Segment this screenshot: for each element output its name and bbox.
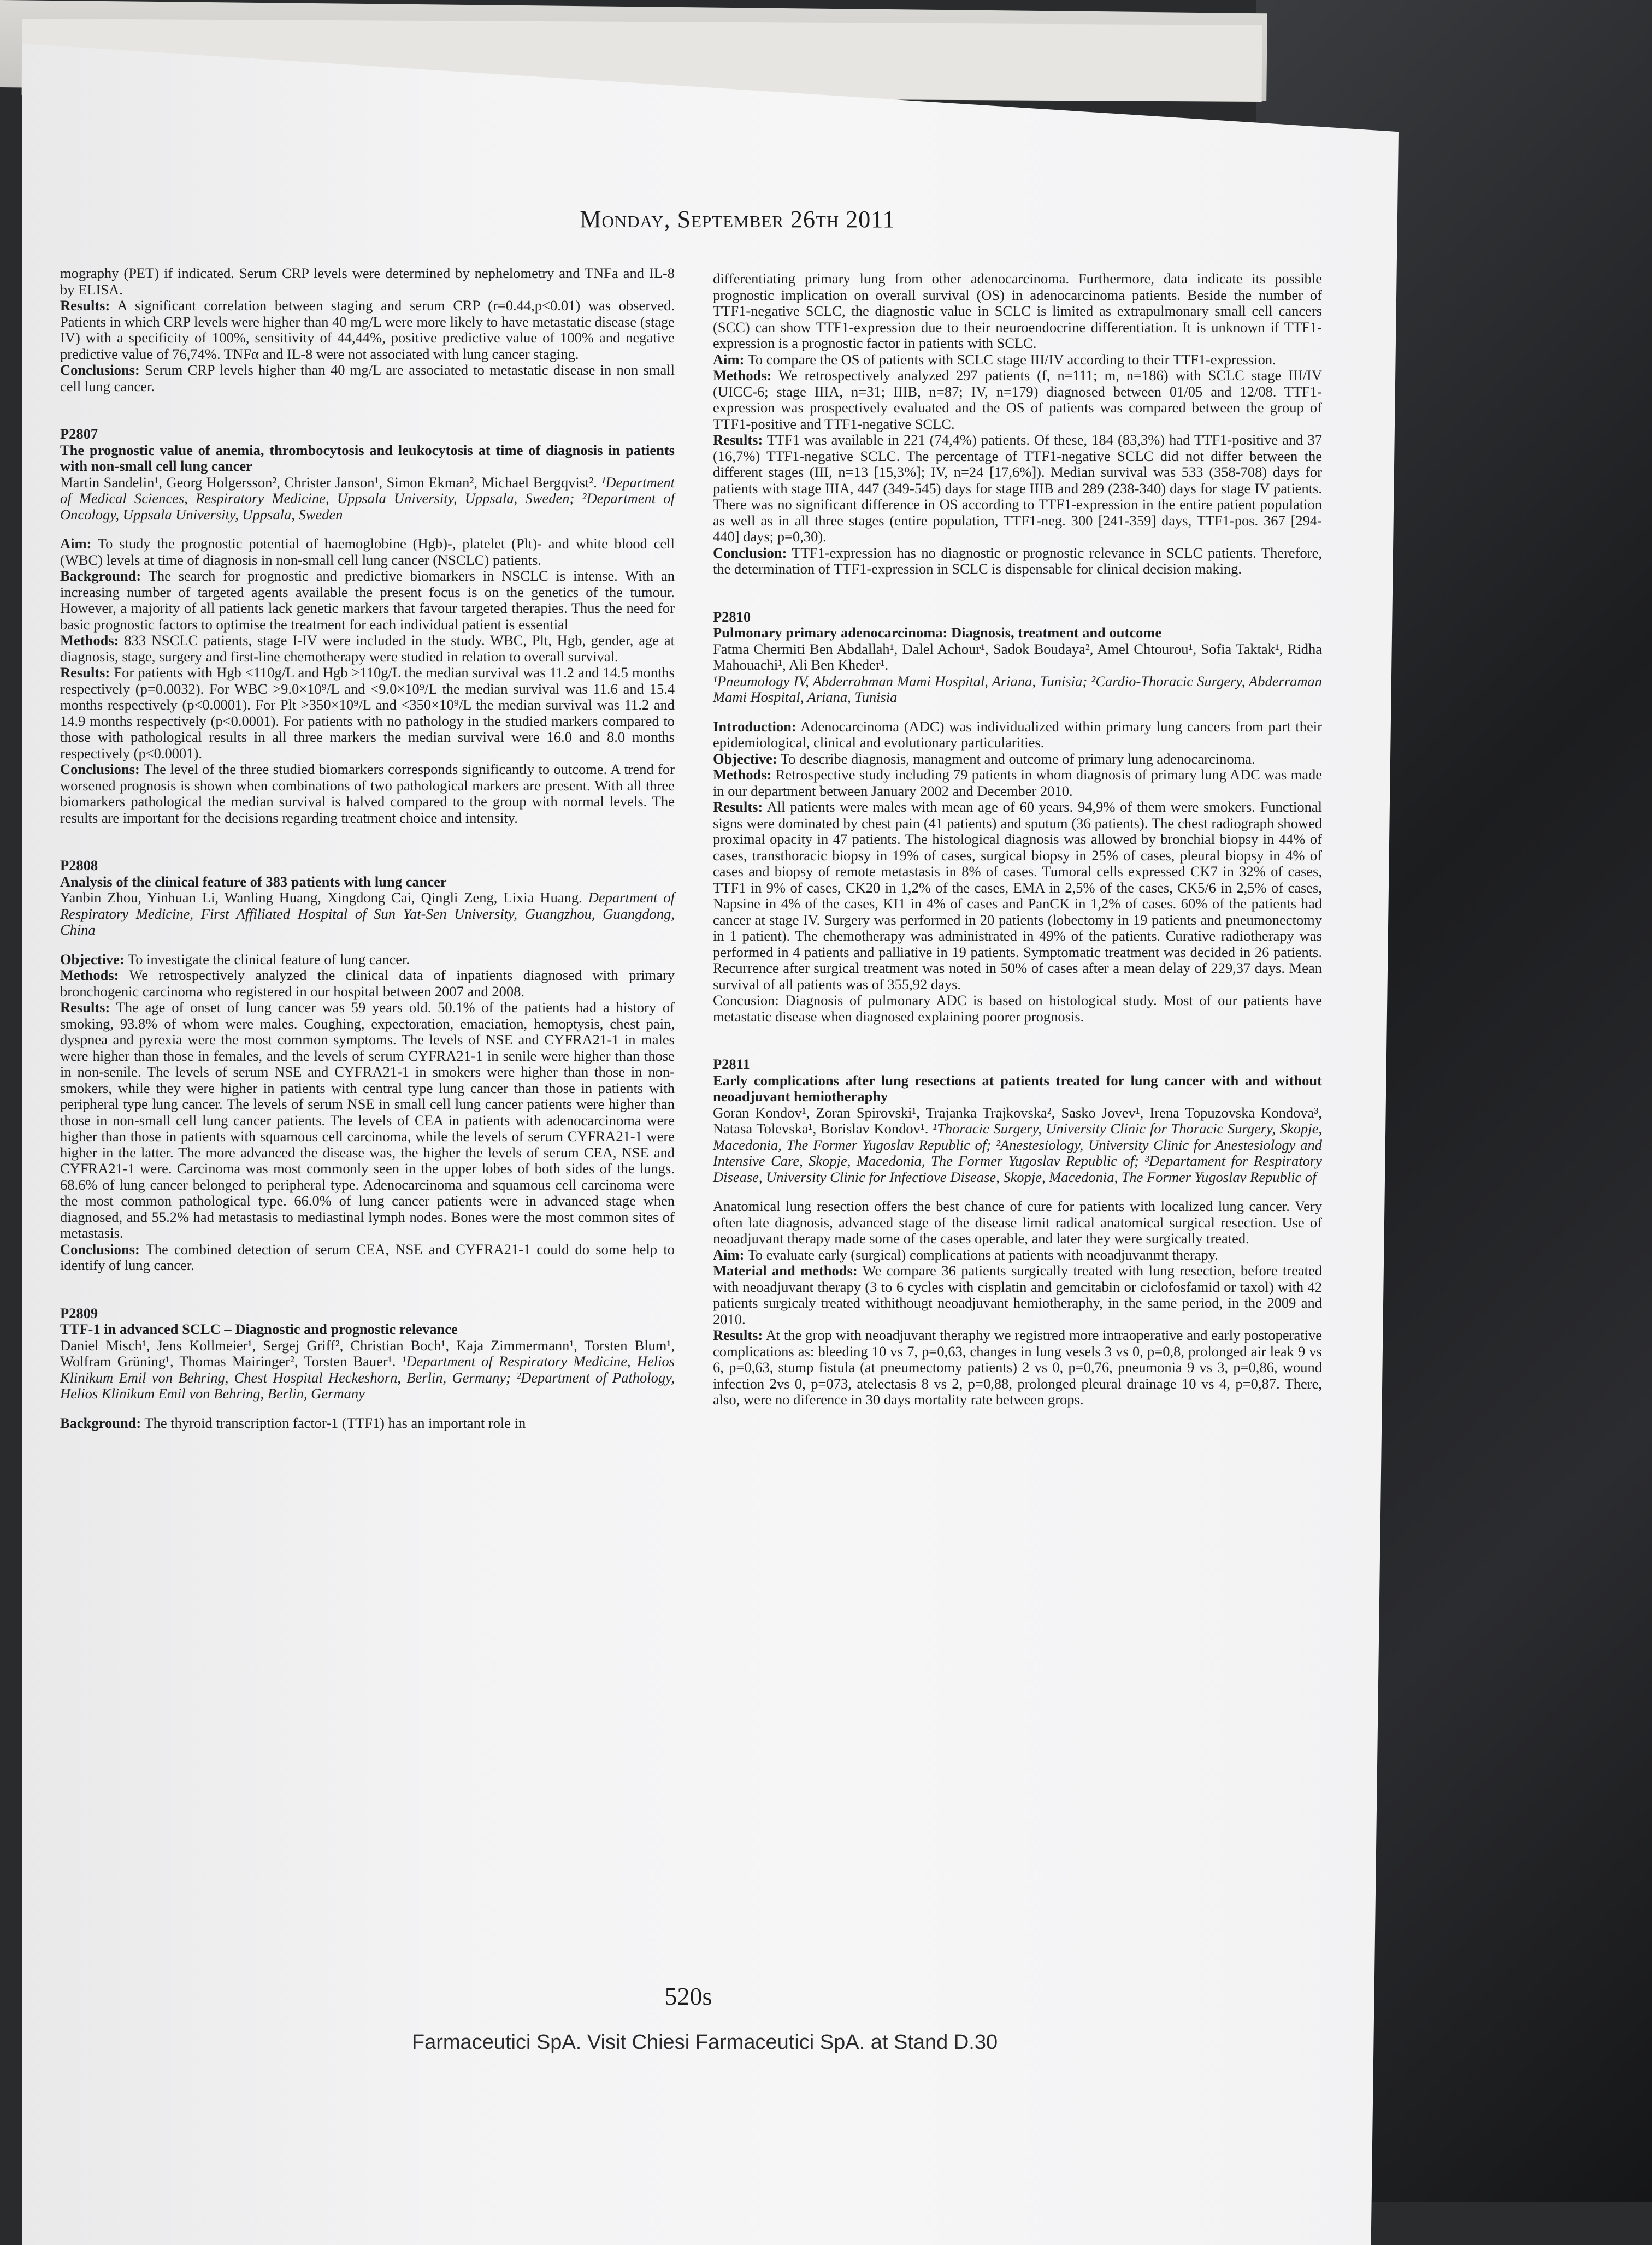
page-number: 520s bbox=[664, 1982, 712, 2010]
paragraph: differentiating primary lung from other adenocarcinoma. Furthermore, data indicate its possible prognostic implication on overall survival (OS) in adenocarcinoma patients. Beside the number of TTF1-negative SCLC, the diagnostic value in SCLC is limited as extrapulmonary small cell cancers (SCC) can show TTF1-expression due to their neuroendocrine differentiation. It is unknown if TTF1-expression is a prognostic factor in patients with SCLC. bbox=[713, 270, 1322, 351]
paragraph: Results: TTF1 was available in 221 (74,4%) patients. Of these, 184 (83,3%) had TTF1-positive and 37 (16,7%) TTF1-negative SCLC. The percentage of TTF1-negative SCLC did not differ between the different stages (III, n=13 [15,3%]; IV, n=24 [17,6%]). Median survival was 533 (358-708) days for patients with stage IIIA, 447 (349-545) days for stage IIIB and 289 (238-340) days for stage IV patients. There was no significant difference in OS according to TTF1-expression in the entire patient population as well as in all three stages (entire population, TTF1-neg. 300 [241-359] days, TTF1-pos. 367 [294-440] days; p=0,30). bbox=[713, 432, 1322, 545]
paragraph: Results: At the grop with neoadjuvant theraphy we registred more intraoperative and early postoperative complications as: bleeding 10 vs 7, p=0,63, changes in lung vesels 3 vs 0, p=0,8, prolonged air leak 9 vs 6, p=0,63, stump fistula (at pneumectomy patients) 2 vs 0, p=0,76, pneumonia 9 vs 3, p=0,86, wound infection 2vs 0, p=073, atelectasis 8 vs 2, p=0,88, prolonged pleural drainage 10 vs 4, p=0,87. There, also, were no diference in 30 days mortality rate between grops. bbox=[713, 1327, 1322, 1408]
abstract-title: Analysis of the clinical feature of 383 patients with lung cancer bbox=[60, 873, 447, 890]
abstract-id: P2809 bbox=[60, 1304, 98, 1321]
abstract-authors: Goran Kondov¹, Zoran Spirovski¹, Trajanka Trajkovska², Sasko Jovev¹, Irena Topuzovska Kondova³, Natasa Tolevska¹, Borislav Kondov¹. ¹Thoracic Surgery, University Clinic for Thoracic Surgery, Skopje, Macedonia, The Former Yugoslav Republic of; ²Anestesiology, University Clinic for Anestesiology and Intensive Care, Skopje, Macedonia, The Former Yugoslav Republic of; ³Departament for Respiratory Disease, University Clinic for Infectiove Disease, Skopje, Macedonia, The Former Yugoslav Republic of bbox=[713, 1104, 1323, 1185]
abstract-affiliation: ¹Pneumology IV, Abderrahman Mami Hospital, Ariana, Tunisia; ²Cardio-Thoracic Surgery, Abderraman Mami Hospital, Ariana, Tunisia bbox=[713, 672, 1322, 705]
abstract-id: P2808 bbox=[60, 857, 98, 873]
footer-advertisement: Farmaceutici SpA. Visit Chiesi Farmaceutici SpA. at Stand D.30 bbox=[411, 2031, 998, 2054]
abstract-title: Early complications after lung resections at patients treated for lung cancer with and without neoadjuvant hemiotheraphy bbox=[713, 1072, 1322, 1104]
paragraph: Aim: To compare the OS of patients with SCLC stage III/IV according to their TTF1-expression. bbox=[713, 351, 1276, 368]
page-header-date: Monday, September 26th 2011 bbox=[580, 206, 895, 233]
abstract-id: P2810 bbox=[713, 608, 751, 625]
paragraph: Objective: To describe diagnosis, managment and outcome of primary lung adenocarcinoma. bbox=[713, 750, 1255, 767]
paragraph: Conclusion: TTF1-expression has no diagnostic or prognostic relevance in SCLC patients. Therefore, the determination of TTF1-expression in SCLC is dispensable for clinical decision making. bbox=[713, 544, 1322, 577]
abstract-title: Pulmonary primary adenocarcinoma: Diagnosis, treatment and outcome bbox=[713, 624, 1162, 641]
left-column bbox=[60, 265, 675, 1431]
paragraph: Results: A significant correlation between staging and serum CRP (r=0.44,p<0.01) was observed. Patients in which CRP levels were higher than 40 mg/L were more likely to have metastatic disease (stage IV) with a specificity of 100%, sensitivity of 44,44%, positive predictive value of 100% and negative predictive value of 76,74%. TNFα and IL-8 were not associated with lung cancer staging. bbox=[60, 297, 675, 362]
paragraph: Conclusions: The level of the three studied biomarkers corresponds significantly to outcome. A trend for worsened prognosis is shown when combinations of two pathological markers are present. With all three biomarkers pathological the median survival is halved compared to the group with normal levels. The results are important for the decisions regarding treatment choice and intensity. bbox=[60, 761, 675, 826]
paragraph: Material and methods: We compare 36 patients surgically treated with lung resection, before treated with neoadjuvant therapy (3 to 6 cycles with cisplatin and gemcitabin or ciclofosfamid or taxol) with 42 patients surgicaly treated withithougt neoadjuvant hemiotheraphy, in the same period, in the 2009 and 2010. bbox=[713, 1262, 1322, 1327]
paragraph: Results: The age of onset of lung cancer was 59 years old. 50.1% of the patients had a history of smoking, 93.8% of whom were males. Coughing, expectoration, emaciation, hemoptysis, chest pain, dyspnea and pyrexia were the most common symptoms. The levels of NSE and CYFRA21-1 in males were higher than those in females, and the levels of serum CYFRA21-1 in senile were higher than those in non-senile. The levels of serum NSE and CYFRA21-1 in smokers were higher than those in non-smokers, while they were higher in patients with central type lung cancer than those in patients with peripheral type lung cancer. The levels of serum NSE in small cell lung cancer patients were higher than those in non-small cell lung cancer patients. The levels of CEA in patients with adenocarcinoma were higher than those in patients with squamous cell carcinoma, while the levels of serum CYFRA21-1 were higher in the latter. The more advanced the disease was, the higher the levels of serum CEA, NSE and CYFRA21-1 were. Carcinoma was most commonly seen in the upper lobes of both sides of the lungs. 68.6% of lung cancer belonged to peripheral type. Adenocarcinoma and squamous cell carcinoma were the most common pathological type. 66.0% of lung cancer patients were in advanced stage when diagnosed, and 55.2% had metastasis to mediastinal lymph nodes. Bones were the most common sites of metastasis. bbox=[60, 999, 675, 1241]
paragraph: Results: All patients were males with mean age of 60 years. 94,9% of them were smokers. Functional signs were dominated by chest pain (41 patients) and sputum (36 patients). The chest radiograph showed proximal opacity in 47 patients. The histological diagnosis was allowed by bronchial biopsy in 44% of cases, transthoracic biopsy in 19% of cases, surgical biopsy in 25% of cases, pleural biopsy in 4% of cases and biopsy of remote metastasis in 8% of cases. Tumoral cells expressed CK7 in 32% of cases, TTF1 in 9% of cases, CK20 in 1,2% of the cases, EMA in 2,5% of the cases, CK5/6 in 2,5% of cases, Napsine in 4% of the cases, KI1 in 4% of cases and PanCK in 1,2% of cases. 60% of the patients had cancer at stage IV. Surgery was performed in 20 patients (lobectomy in 19 patients and pneumonectomy in 1 patient). The chemotherapy was administrated in 49% of the patients. Curative radiotherapy was performed in 4 patients and palliative in 19 patients. Symptomatic treatment was decided in 26 patients. Recurrence after surgical treatment was noted in 50% of cases after a mean delay of 229,37 days. Mean survival of all patients was of 355,92 days. bbox=[713, 799, 1323, 992]
paragraph: Conclusions: Serum CRP levels higher than 40 mg/L are associated to metastatic disease in non small cell lung cancer. bbox=[60, 362, 675, 394]
abstract-title: The prognostic value of anemia, thrombocytosis and leukocytosis at time of diagnosis in patients with non-small cell lung cancer bbox=[60, 441, 675, 474]
paragraph: Conclusions: The combined detection of serum CEA, NSE and CYFRA21-1 could do some help to identify of lung cancer. bbox=[60, 1240, 675, 1273]
paragraph: Introduction: Adenocarcinoma (ADC) was individualized within primary lung cancers from part their epidemiological, clinical and evolutionary particularities. bbox=[713, 718, 1322, 751]
paragraph: Aim: To study the prognostic potential of haemoglobine (Hgb)-, platelet (Plt)- and white blood cell (WBC) levels at time of diagnosis in non-small cell lung cancer (NSCLC) patients. bbox=[60, 535, 675, 568]
paragraph: Objective: To investigate the clinical feature of lung cancer. bbox=[60, 950, 410, 967]
paragraph: Background: The search for prognostic and predictive biomarkers in NSCLC is intense. With an increasing number of targeted agents available the present focus is on the genetics of the tumour. However, a majority of all patients lack genetic markers that favour targeted therapies. Thus the need for basic prognostic factors to optimise the treatment for each individual patient is essential bbox=[60, 568, 675, 633]
paragraph: Methods: We retrospectively analyzed the clinical data of inpatients diagnosed with primary bronchogenic carcinoma who registered in our hospital between 2007 and 2008. bbox=[60, 967, 675, 1000]
paragraph: Background: The thyroid transcription factor-1 (TTF1) has an important role in bbox=[60, 1414, 526, 1431]
right-column bbox=[713, 271, 1322, 1408]
abstract-title: TTF-1 in advanced SCLC – Diagnostic and prognostic relevance bbox=[60, 1321, 458, 1337]
paragraph: Methods: Retrospective study including 79 patients in whom diagnosis of primary lung ADC was made in our department between January 2002 and December 2010. bbox=[713, 766, 1322, 799]
abstract-id: P2811 bbox=[713, 1056, 750, 1072]
abstract-id: P2807 bbox=[60, 426, 98, 442]
abstract-authors: Daniel Misch¹, Jens Kollmeier¹, Sergej Griff², Christian Boch¹, Kaja Zimmermann¹, Torsten Blum¹, Wolfram Grüning¹, Thomas Mairinger², Torsten Bauer¹. ¹Department of Respiratory Medicine, Helios Klinikum Emil von Behring, Chest Hospital Heckeshorn, Berlin, Germany; ²Department of Pathology, Helios Klinikum Emil von Behring, Berlin, Germany bbox=[60, 1337, 675, 1402]
paragraph: mography (PET) if indicated. Serum CRP levels were determined by nephelometry and TNFa and IL-8 by ELISA. bbox=[60, 265, 675, 298]
paragraph: Aim: To evaluate early (surgical) complications at patients with neoadjuvanmt therapy. bbox=[713, 1246, 1218, 1263]
abstract-authors: Yanbin Zhou, Yinhuan Li, Wanling Huang, Xingdong Cai, Qingli Zeng, Lixia Huang. Department of Respiratory Medicine, First Affiliated Hospital of Sun Yat-Sen University, Guangzhou, Guangdong, China bbox=[60, 889, 675, 938]
paragraph: Methods: 833 NSCLC patients, stage I-IV were included in the study. WBC, Plt, Hgb, gender, age at diagnosis, stage, surgery and first-line chemotherapy were studied in relation to overall survival. bbox=[60, 632, 675, 665]
abstract-authors: Martin Sandelin¹, Georg Holgersson², Christer Janson¹, Simon Ekman², Michael Bergqvist². ¹Department of Medical Sciences, Respiratory Medicine, Uppsala University, Uppsala, Sweden; ²Department of Oncology, Uppsala University, Uppsala, Sweden bbox=[60, 474, 675, 523]
paragraph: Concusion: Diagnosis of pulmonary ADC is based on histological study. Most of our patients have metastatic disease when diagnosed explaining poorer prognosis. bbox=[713, 992, 1322, 1025]
paragraph: Anatomical lung resection offers the best chance of cure for patients with localized lung cancer. Very often late diagnosis, advanced stage of the disease limit radical anatomical surgical resection. Use of neoadjuvant therapy made some of the cases operable, and later they were surgically treated. bbox=[713, 1198, 1322, 1246]
paragraph: Methods: We retrospectively analyzed 297 patients (f, n=111; m, n=186) with SCLC stage III/IV (UICC-6; stage IIIA, n=31; IIIB, n=87; IV, n=179) diagnosed between 01/05 and 12/08. TTF1-expression was prospectively evaluated and the OS of patients was compared between the group of TTF1-positive and TTF1-negative SCLC. bbox=[713, 367, 1322, 432]
paragraph: Results: For patients with Hgb <110g/L and Hgb >110g/L the median survival was 11.2 and 14.5 months respectively (p=0.0032). For WBC >9.0×10⁹/L and <9.0×10⁹/L the median survival was 11.6 and 15.4 months respectively (p<0.0001). For Plt >350×10⁹/L and <350×10⁹/L the median survival was 11.2 and 14.9 months respectively (p<0.0001). For patients with no pathology in the studied markers compared to those with pathological results in all three markers the median survival were 16.0 and 8.0 months respectively (p<0.0001). bbox=[60, 664, 675, 761]
abstract-authors: Fatma Chermiti Ben Abdallah¹, Dalel Achour¹, Sadok Boudaya², Amel Chtourou¹, Sofia Taktak¹, Ridha Mahouachi¹, Ali Ben Kheder¹. bbox=[713, 640, 1322, 673]
